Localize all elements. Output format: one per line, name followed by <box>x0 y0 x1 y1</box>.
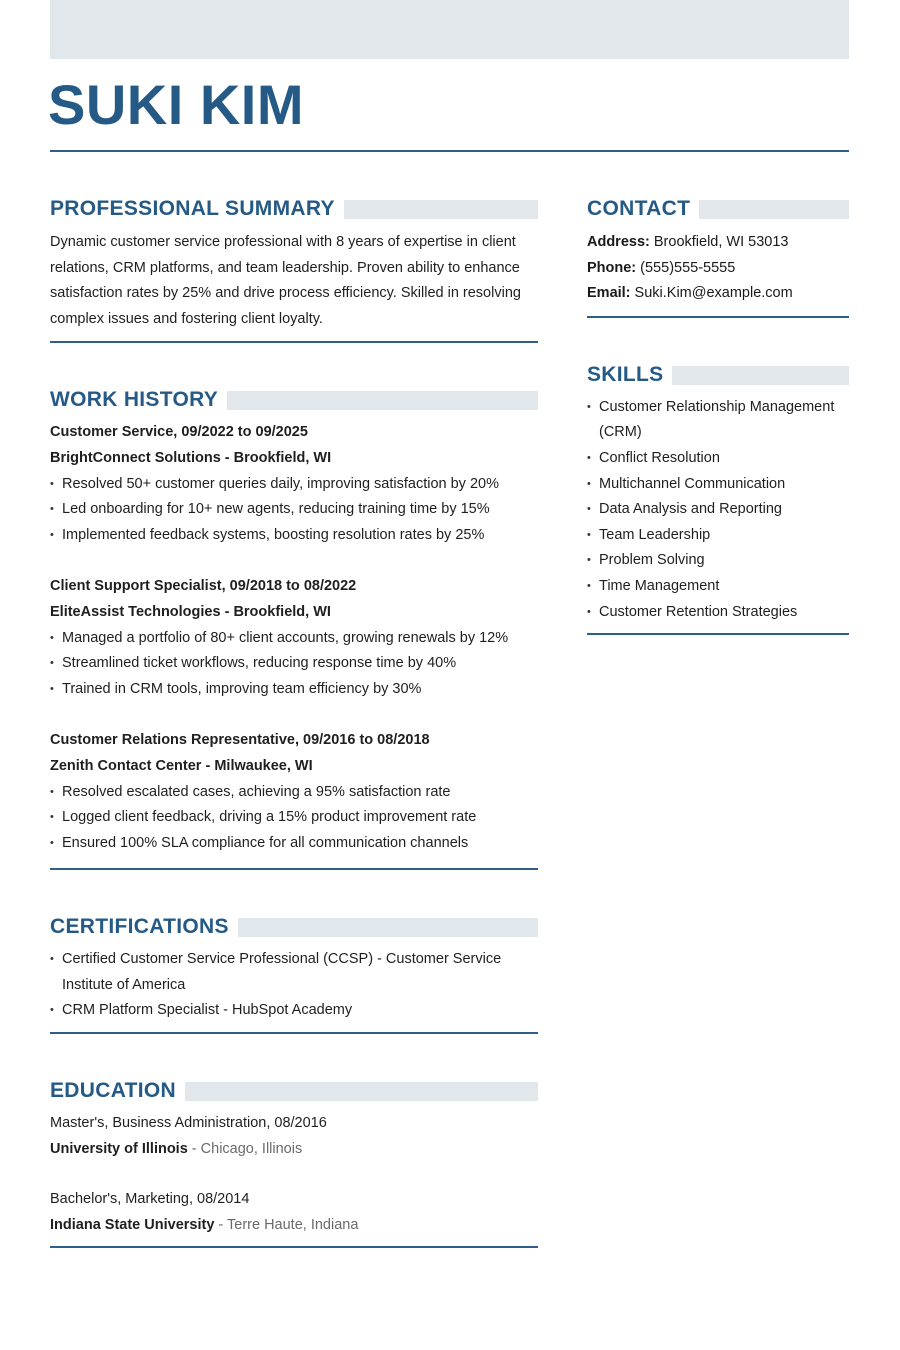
school-name: Indiana State University <box>50 1216 215 1233</box>
section-heading-bar <box>672 366 849 385</box>
header-divider <box>50 150 849 152</box>
summary-section <box>50 196 538 343</box>
school-line <box>50 1213 538 1239</box>
section-heading-bar <box>238 918 538 937</box>
job-title-dates: Customer Relations Representative, 09/2016 to 08/2018 <box>50 732 430 749</box>
job-title-dates: Client Support Specialist, 09/2018 to 08/2022 <box>50 578 357 595</box>
school-name: University of Illinois <box>50 1140 188 1157</box>
header-band <box>50 0 849 59</box>
list-item: • Led onboarding for 10+ new agents, reducing training time by 15% <box>50 497 538 523</box>
summary-text: Dynamic customer service professional with 8 years of expertise in client relations, CRM platforms, and team leadership. Proven ability to enhance satisfaction rates by 25% and drive process efficiency. Skilled in resolving complex issues and fostering client loyalty. <box>50 234 521 327</box>
section-heading <box>50 196 538 222</box>
degree: Bachelor's, Marketing, 08/2014 <box>50 1191 250 1208</box>
degree: Master's, Business Administration, 08/2016 <box>50 1115 327 1132</box>
section-heading-bar <box>227 391 538 410</box>
list-item: • Logged client feedback, driving a 15% product improvement rate <box>50 805 538 831</box>
contact-address <box>587 230 849 256</box>
list-item: • Managed a portfolio of 80+ client accounts, growing renewals by 12% <box>50 626 538 652</box>
job-bullets <box>50 780 538 857</box>
section-heading <box>587 362 849 388</box>
education-section <box>50 1078 538 1248</box>
main-column <box>50 196 538 1248</box>
work-history-section <box>50 387 538 870</box>
list-item: • Certified Customer Service Professional (CCSP) - Customer Service Institute of America <box>50 947 508 998</box>
education-entry <box>50 1187 538 1238</box>
job-title-dates: Customer Service, 09/2022 to 09/2025 <box>50 424 308 441</box>
section-heading <box>50 1078 538 1104</box>
list-item: • Resolved escalated cases, achieving a 95% satisfaction rate <box>50 780 538 806</box>
sidebar-column <box>587 196 849 635</box>
job-company-location: Zenith Contact Center - Milwaukee, WI <box>50 757 313 774</box>
contact-details <box>587 230 849 307</box>
list-item: • Multichannel Communication <box>587 472 849 498</box>
school-location: - Chicago, Illinois <box>187 1140 303 1157</box>
phone-value: (555)555-5555 <box>636 259 736 276</box>
list-item: • Implemented feedback systems, boosting resolution rates by 25% <box>50 523 538 549</box>
job-bullets <box>50 472 538 549</box>
school-line <box>50 1137 538 1163</box>
list-item: • Data Analysis and Reporting <box>587 497 849 523</box>
email-value: Suki.Kim@example.com <box>630 285 793 302</box>
section-heading <box>50 387 538 413</box>
section-heading <box>587 196 849 222</box>
phone-label: Phone: <box>587 259 637 276</box>
list-item: • Customer Relationship Management (CRM) <box>587 395 849 446</box>
section-heading-bar <box>699 200 849 219</box>
skills-section <box>587 362 849 635</box>
contact-phone <box>587 256 849 282</box>
section-divider <box>587 633 849 635</box>
section-heading-bar <box>344 200 538 219</box>
candidate-name: SUKI KIM <box>48 73 304 136</box>
section-title: EDUCATION <box>50 1079 176 1103</box>
list-item: • CRM Platform Specialist - HubSpot Academy <box>50 998 508 1024</box>
list-item: • Ensured 100% SLA compliance for all communication channels <box>50 831 538 857</box>
section-divider <box>50 1246 538 1248</box>
section-heading <box>50 914 538 940</box>
section-title: WORK HISTORY <box>50 388 219 412</box>
section-divider <box>50 868 538 870</box>
list-item: • Resolved 50+ customer queries daily, improving satisfaction by 20% <box>50 472 538 498</box>
email-label: Email: <box>587 285 631 302</box>
job-company-location: EliteAssist Technologies - Brookfield, WI <box>50 603 331 620</box>
job-entry <box>50 574 538 702</box>
education-entry <box>50 1111 538 1162</box>
section-title: CERTIFICATIONS <box>50 915 229 939</box>
certifications-section <box>50 914 538 1034</box>
contact-email <box>587 281 849 307</box>
certifications-list <box>50 947 538 1024</box>
section-divider <box>50 1032 538 1034</box>
address-value: Brookfield, WI 53013 <box>649 234 789 250</box>
school-location: - Terre Haute, Indiana <box>214 1216 359 1233</box>
list-item: • Customer Retention Strategies <box>587 600 849 626</box>
list-item: • Streamlined ticket workflows, reducing response time by 40% <box>50 651 538 677</box>
list-item: • Time Management <box>587 574 849 600</box>
contact-section <box>587 196 849 318</box>
section-title: SKILLS <box>587 362 664 386</box>
job-entry <box>50 420 538 548</box>
section-divider <box>587 316 849 318</box>
list-item: • Problem Solving <box>587 548 849 574</box>
section-title: PROFESSIONAL SUMMARY <box>50 197 335 220</box>
job-entry <box>50 728 538 856</box>
section-divider <box>50 341 538 343</box>
section-title: CONTACT <box>587 197 691 220</box>
list-item: • Conflict Resolution <box>587 446 849 472</box>
section-heading-bar <box>185 1082 538 1101</box>
list-item: • Trained in CRM tools, improving team efficiency by 30% <box>50 677 538 703</box>
job-company-location: BrightConnect Solutions - Brookfield, WI <box>50 449 332 466</box>
list-item: • Team Leadership <box>587 523 849 549</box>
job-bullets <box>50 626 538 703</box>
address-label: Address: <box>587 234 650 250</box>
skills-list <box>587 395 849 625</box>
